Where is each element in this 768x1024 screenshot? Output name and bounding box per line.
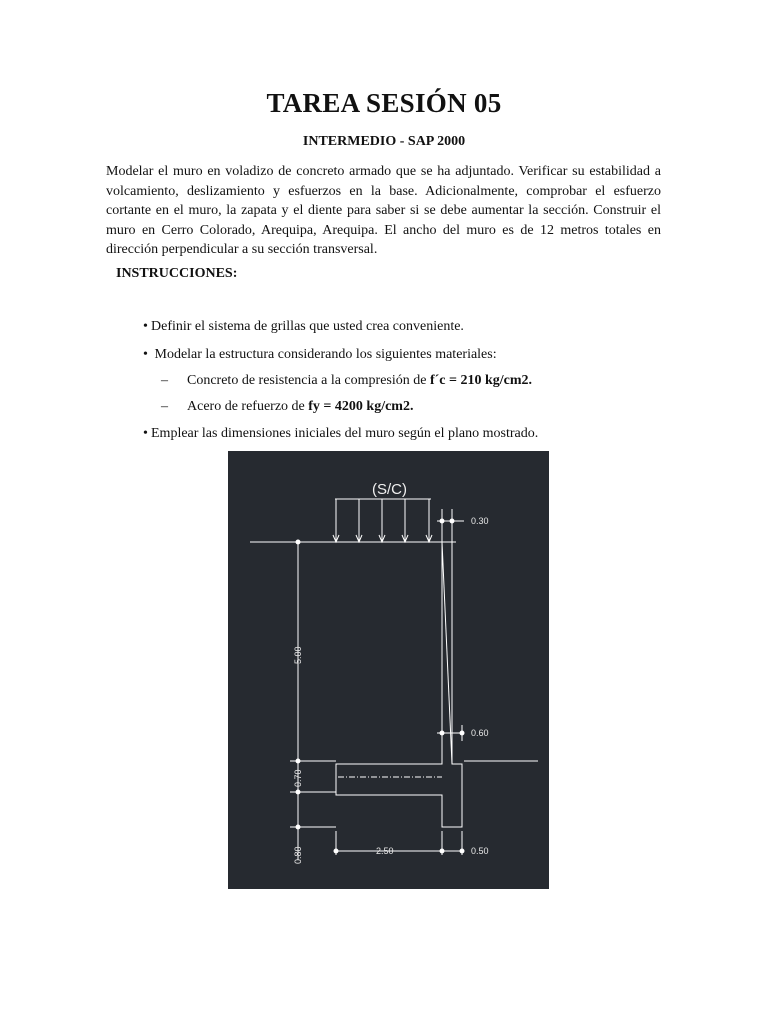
dim-label-top-thickness: 0.30: [471, 516, 489, 526]
dim-label-base-thickness: 0.60: [471, 728, 489, 738]
material-text: Concreto de resistencia a la compresión de: [187, 373, 430, 388]
bullet-icon: •: [143, 319, 148, 334]
intro-paragraph: Modelar el muro en voladizo de concreto armado que se ha adjuntado. Verificar su estabilidad a volcamiento, deslizamiento y esfuerzos en la base. Adicionalmente, comprobar el esfuerzo cortante en el muro, la zapata y el diente para saber si se debe aumentar la sección. Construir el muro en Cerro Colorado, Arequipa, Arequipa. El ancho del muro es de 12 metros totales en dirección perpendicular a su sección transversal.: [106, 164, 661, 258]
bullet-icon: •: [143, 347, 148, 362]
dim-label-key-depth: 0.80: [293, 846, 303, 864]
material-value: f´c = 210 kg/cm2.: [429, 373, 533, 388]
dash-icon: –: [161, 373, 168, 388]
bullet-icon: •: [143, 426, 148, 441]
instructions-heading: INSTRUCCIONES:: [116, 266, 238, 281]
dim-label-stem-height: 5.00: [293, 646, 303, 664]
instruction-text: Emplear las dimensiones iniciales del muro según el plano mostrado.: [151, 426, 539, 441]
instruction-item-materials: [143, 347, 497, 363]
material-value: fy = 4200 kg/cm2.: [308, 399, 414, 414]
material-item-steel: [161, 399, 413, 415]
page-subtitle: INTERMEDIO - SAP 2000: [302, 134, 466, 149]
stem-back-face: [442, 542, 452, 764]
material-text: Acero de refuerzo de: [187, 399, 309, 414]
instruction-item-dimensions: [143, 426, 538, 442]
instruction-item-grid: [143, 319, 464, 335]
instruction-text: Modelar la estructura considerando los siguientes materiales:: [154, 347, 497, 362]
dim-label-footing: 0.70: [293, 769, 303, 787]
wall-section-svg: [228, 451, 549, 889]
retaining-wall-drawing: [228, 451, 549, 889]
load-label: (S/C): [372, 481, 407, 498]
material-item-concrete: [161, 373, 532, 389]
dim-label-key-width: 0.50: [471, 846, 489, 856]
page-title: TAREA SESIÓN 05: [266, 88, 502, 118]
wall-outline: [336, 542, 462, 827]
dash-icon: –: [161, 399, 168, 414]
dim-label-heel: 2.50: [376, 846, 394, 856]
instruction-text: Definir el sistema de grillas que usted crea conveniente.: [151, 319, 464, 334]
